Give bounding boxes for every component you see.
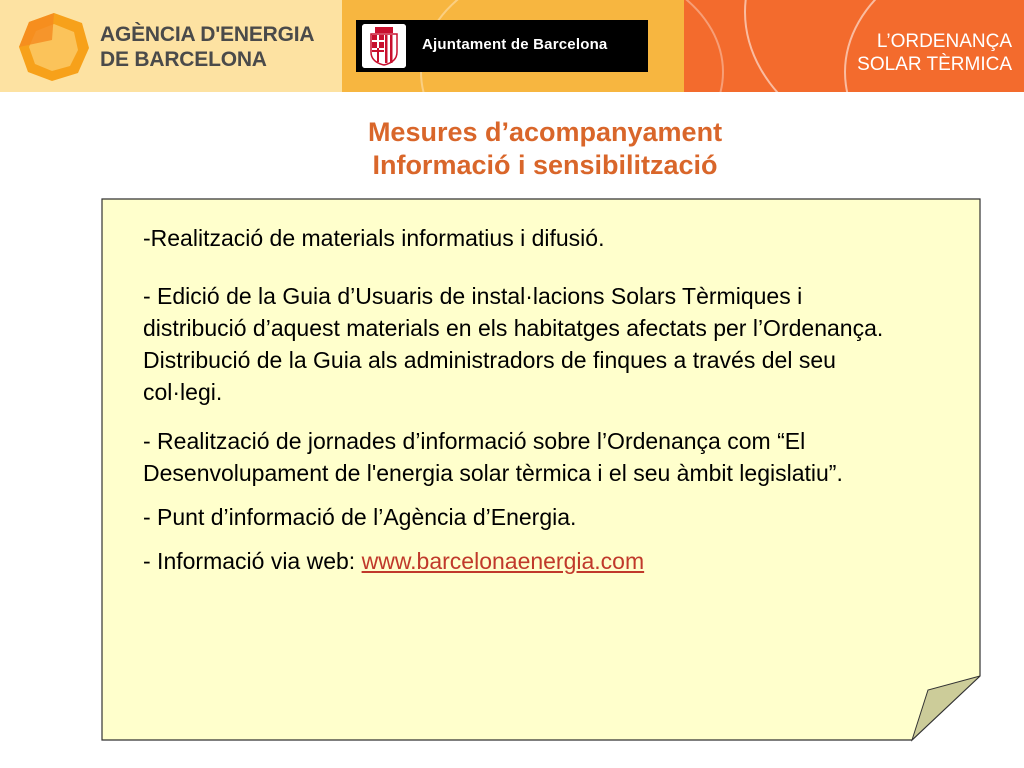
note-item-materials: -Realització de materials informatius i difusió. [143, 225, 605, 251]
note-item-user-guide: - Edició de la Guia d’Usuaris de instal·lacions Solars Tèrmiques i distribució d’aquest materials en els habitatges afectats per l’Ordenança. Distribució de la Guia als administradors de finques a través del seu col·legi. [143, 283, 884, 405]
section-title-line1: L’ORDENANÇA [876, 31, 1012, 52]
city-council-name: Ajuntament de Barcelona [422, 36, 608, 53]
agency-name-line2: DE BARCELONA [100, 48, 267, 71]
note-item-workshops: - Realització de jornades d’informació sobre l’Ordenança com “El Desenvolupament de l'energia solar tèrmica i el seu àmbit legislatiu”. [143, 428, 843, 486]
note-content [143, 222, 903, 577]
section-title-line2: SOLAR TÈRMICA [857, 54, 1012, 75]
note-item-web [143, 545, 903, 577]
note-item-info-point: - Punt d’informació de l’Agència d’Energia. [143, 504, 577, 530]
slide-title-line2: Informació i sensibilització [372, 150, 718, 180]
web-info-label: - Informació via web: [143, 548, 362, 574]
website-link[interactable]: www.barcelonaenergia.com [361, 548, 645, 574]
agency-name-line1: AGÈNCIA D'ENERGIA [100, 23, 315, 46]
slide-title-line1: Mesures d’acompanyament [367, 117, 723, 147]
